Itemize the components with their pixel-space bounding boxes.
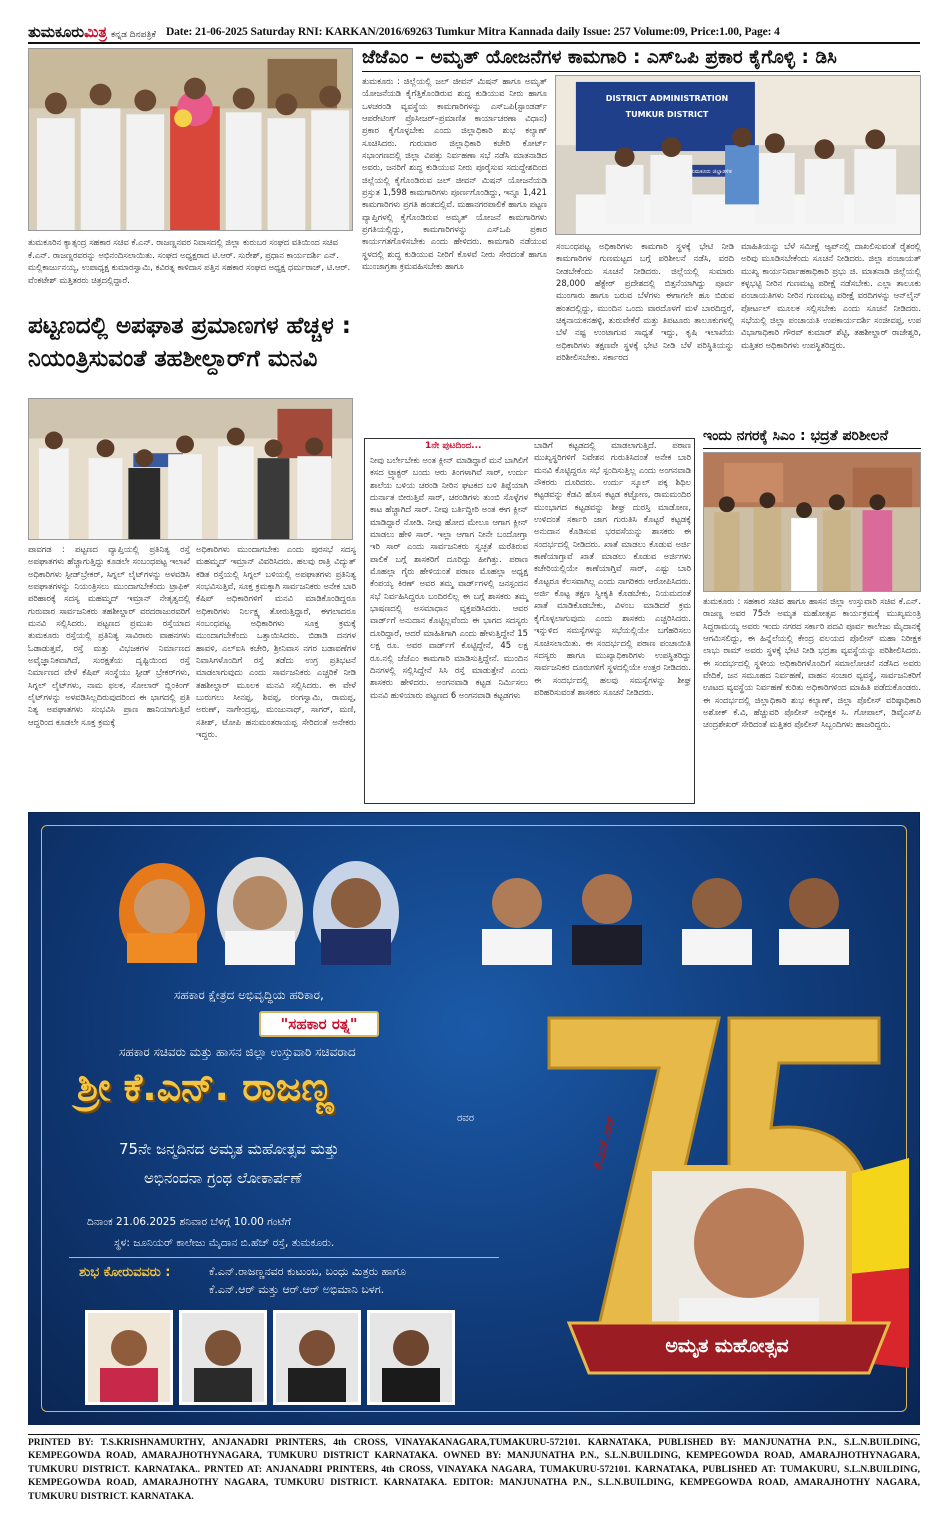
ad-divider	[69, 1257, 499, 1258]
ad-line2: ಸಹಕಾರ ಸಚಿವರು ಮತ್ತು ಹಾಸನ ಜಿಲ್ಲಾ ಉಸ್ತುವಾರಿ ಸಚಿವರಾದ	[119, 1045, 356, 1059]
ad-ribbon-text: ಕೆ.ಎನ್.ಆರ್	[590, 1113, 620, 1172]
portrait-swamiji	[119, 863, 205, 963]
ad-venue-line: ಸ್ಥಳ: ಜೂನಿಯರ್ ಕಾಲೇಜು ಮೈದಾನ ಬಿ.ಹೆಚ್ ರಸ್ತೆ, ತುಮಕೂರು.	[114, 1237, 335, 1249]
photo-memorandum	[28, 398, 353, 540]
dc-story-col1: ತುಮಕೂರು : ಜಿಲ್ಲೆಯಲ್ಲಿ ಜಲ್ ಜೀವನ್ ಮಿಷನ್ ಹಾಗೂ ಅಮೃತ್ ಯೋಜನೆಯಡಿ ಕೈಗೆತ್ತಿಕೊಂಡಿರುವ ಶುದ್ಧ ಕುಡಿಯುವ ನೀರು ಹಾಗೂ ಒಳಚರಂಡಿ ವ್ಯವಸ್ಥೆಯ ಕಾಮಗಾರಿಗಳನ್ನು ಎಸ್‌ಒಪಿ(ಸ್ಟಾಂಡರ್ಡ್ ಆಪರೇಟಿಂಗ್ ಪ್ರೊಸೀಜರ್–ಪ್ರಮಾಣಿತ ಕಾರ್ಯಾಚರಣಾ ವಿಧಾನ) ಪ್ರಕಾರ ಕೈಗೊಳ್ಳಬೇಕು ಎಂದು ಜಿಲ್ಲಾಧಿಕಾರಿ ಶುಭ ಕಲ್ಯಾಣ್ ಸೂಚಿಸಿದರು. ಗುರುವಾರ ಜಿಲ್ಲಾಧಿಕಾರಿ ಕಚೇರಿ ಕೋರ್ಟ್ ಸಭಾಂಗಣದಲ್ಲಿ ಜಿಲ್ಲಾ ವಿಪತ್ತು ನಿರ್ವಹಣಾ ಸಭೆ ನಡೆಸಿ ಮಾತನಾಡಿದ ಅವರು, ಜನರಿಗೆ ಶುದ್ಧ ಕುಡಿಯುವ ನೀರು ಪೂರೈಸುವ ಸದುದ್ದೇಶದಿಂದ ಜಿಲ್ಲೆಯಲ್ಲಿ ಕೈಗೊಂಡಿರುವ ಜಲ್ ಜೀವನ್ ಮಿಷನ್ ಯೋಜನೆಯಡಿ ಪ್ರಸ್ತುತ 1,598 ಕಾಮಗಾರಿಗಳು ಪೂರ್ಣಗೊಂಡಿದ್ದು, ಇನ್ನೂ 1,421 ಕಾಮಗಾರಿಗಳು ಪ್ರಗತಿ ಹಂತದಲ್ಲಿವೆ. ಮಹಾನಗರಪಾಲಿಕೆ ಹಾಗೂ ಪಟ್ಟಣ ವ್ಯಾಪ್ತಿಗಳಲ್ಲಿ ಕೈಗೊಂಡಿರುವ ಅಮೃತ್ ಯೋಜನೆ ಕಾಮಗಾರಿಗಳು ಪ್ರಗತಿಯಲ್ಲಿದ್ದು, ಕಾಮಗಾರಿಗಳನ್ನು ಎಸ್‌ಒಪಿ ಪ್ರಕಾರ ಕಾರ್ಯಗತಗೊಳಿಸಬೇಕು ಎಂದು ಹೇಳಿದರು. ಕಾಮಗಾರಿ ನಡೆಯುವ ಸ್ಥಳದಲ್ಲಿ ಶುದ್ಧ ಕುಡಿಯುವ ನೀರಿಗೆ ಕೊಳವೆ ನೀರು ಸೇರದಂತೆ ಹಾಗೂ ಮುಂಜಾಗ್ರತಾ ಕ್ರಮವಹಿಸಬೇಕು ಹಾಗೂ	[362, 76, 547, 272]
ad-wishers-label: ಶುಭ ಕೋರುವವರು :	[79, 1265, 171, 1280]
ad-line3: 75ನೇ ಜನ್ಮದಿನದ ಅಮೃತ ಮಹೋತ್ಸವ ಮತ್ತು	[119, 1140, 339, 1158]
accident-story-col2: ಅಧಿಕಾರಿಗಳು ಮುಂದಾಗಬೇಕು ಎಂದು ಪುರಸಭೆ ಸದಸ್ಯ ಮಹಮ್ಮದ್ ಇಮ್ರಾನ್ ವಿವರಿಸಿದರು. ಹಲವು ರಾತ್ರಿ ವಿದ್ಯುತ್ ಕಡಿತ ರಸ್ತೆಯಲ್ಲಿ ಸಿಗ್ನಲ್ ಬಳಿಯಲ್ಲಿ ಅಪಘಾತಗಳು ಪ್ರತಿನಿತ್ಯ ಸಂಭವಿಸುತ್ತಿವೆ, ಸೂಕ್ತ ಕ್ರಮಕ್ಕಾಗಿ ಸಾರ್ವಜನಿಕರು ಅನೇಕ ಬಾರಿ ಕೆಷಿಪ್ ಅಧಿಕಾರಿಗಳಿಗೆ ಮನವಿ ಮಾಡಿಕೊಂಡಿದ್ದರೂ ಅಧಿಕಾರಿಗಳು ನಿರ್ಲಕ್ಷ್ಯ ತೋರುತ್ತಿದ್ದಾರೆ, ಈಗಲಾದರೂ ಸಂಬಂಧಪಟ್ಟ ಅಧಿಕಾರಿಗಳು ಸೂಕ್ತ ಕ್ರಮಕ್ಕೆ ಮುಂದಾಗಬೇಕೆಂದು ಒತ್ತಾಯಿಸಿದರು. ಬಿಡಾಡಿ ದನಗಳ ಹಾವಳಿ, ಎಲ್‌ಐಸಿ ಕಚೇರಿ, ಶ್ರೀನಿವಾಸ ನಗರ ಬಡಾವಣೆಗಳ ನಿವಾಸಿಗಳೊಂದಿಗೆ ರಸ್ತೆ ತಡೆದು ಉಗ್ರ ಪ್ರತಿಭಟನೆ ಮಾಡಲಾಗುವುದು ಎಂದು ಸಾರ್ವಜನಿಕರು ಎಚ್ಚರಿಕೆ ನೀಡಿ ತಹಶೀಲ್ದಾರ್ ಮೂಲಕ ಮನವಿ ಸಲ್ಲಿಸಿದರು. ಈ ವೇಳೆ ಬುರುಗಲು ಸೀನಪ್ಪ, ಶಿವಪ್ಪ, ರಂಗಸ್ವಾಮಿ, ರಾಮಪ್ಪ, ಅರುಣ್, ನಾಗೇಂದ್ರಪ್ಪ, ಮಂಜುನಾಥ್, ಸಾಗರ್, ಮಣಿ, ಸತೀಶ್, ಟೋಪಿ ಹನುಮಂತರಾಯಪ್ಪ ಸೇರಿದಂತೆ ಅನೇಕರು ಇದ್ದರು.	[196, 544, 356, 740]
portrait-leader-1	[474, 861, 560, 965]
birthday-advertisement	[28, 812, 920, 1425]
ad-banner-text: ಅಮೃತ ಮಹೋತ್ಸವ	[665, 1335, 789, 1357]
logo-accent: ಮಿತ್ರ	[84, 23, 107, 41]
masthead	[28, 22, 920, 44]
accident-story-col1: ಪಾವಗಡ : ಪಟ್ಟಣದ ವ್ಯಾಪ್ತಿಯಲ್ಲಿ ಪ್ರತಿನಿತ್ಯ ರಸ್ತೆ ಅಪಘಾತಗಳು ಹೆಚ್ಚಾಗುತ್ತಿದ್ದು ಕೂಡಲೇ ಸಂಬಂಧಪಟ್ಟ ಇಲಾಖೆ ಅಧಿಕಾರಿಗಳು ಸ್ಪೀಡ್‌ಬ್ರೇಕರ್, ಸಿಗ್ನಲ್ ಲೈಟ್‌ಗಳನ್ನು ಅಳವಡಿಸಿ ಅಪಘಾತಗಳನ್ನು ನಿಯಂತ್ರಿಸಲು ಮುಂದಾಗಬೇಕೆಂದು ಟ್ರಾಫಿಕ್ ಪರಿಹಾರಕ್ಕೆ ಸದಸ್ಯ ಮಹಮ್ಮದ್ ಇಮ್ರಾನ್ ನೇತೃತ್ವದಲ್ಲಿ ಗುರುವಾರ ಸಾರ್ವಜನಿಕರು ತಹಶೀಲ್ದಾರ್ ವರದರಾಜುರವರಿಗೆ ಮನವಿ ಸಲ್ಲಿಸಿದರು. ಪಟ್ಟಣದ ಪ್ರಮುಖ ರಸ್ತೆಯಾದ ತುಮಕೂರು ರಸ್ತೆಯಲ್ಲಿ ಪ್ರತಿನಿತ್ಯ ಸಾವಿರಾರು ವಾಹನಗಳು ಓಡಾಡುತ್ತವೆ, ರಸ್ತೆ ಮತ್ತು ವಿಭಜಕಗಳ ನಿರ್ಮಾಣದ ಅವೈಜ್ಞಾನಿಕವಾಗಿದೆ, ಸುರಕ್ಷತೆಯ ದೃಷ್ಟಿಯಿಂದ ರಸ್ತೆ ನಿರ್ಮಾಣದ ವೇಳೆ ಕೆಷಿಪ್ ಸಂಸ್ಥೆಯು ಸ್ಪೀಡ್ ಬ್ರೇಕರ್‌ಗಳು, ಸಿಗ್ನಲ್ ಲೈಟ್‌ಗಳು, ನಾಮ ಫಲಕ, ಸೋಲಾರ್ ಬ್ಲಿಂಕಿಂಗ್ ಲೈಟ್‌ಗಳನ್ನು ಅಳವಡಿಸಿಲ್ಲದಿರುವುದರಿಂದ ಈ ಭಾಗದಲ್ಲಿ ಪ್ರತಿ ನಿತ್ಯ ಅಪಘಾತಗಳು ಸಂಭವಿಸಿ ಪ್ರಾಣ ಹಾನಿಯಾಗುತ್ತಿವೆ ಆದ್ದರಿಂದ ಕೂಡಲೇ ಸೂಕ್ತ ಕ್ರಮಕ್ಕೆ	[28, 544, 190, 727]
photo-dc-sign-line1: DISTRICT ADMINISTRATION	[605, 94, 729, 103]
portrait-leader-3	[674, 861, 760, 965]
photo-felicitation-image	[29, 49, 352, 230]
photo-memorandum-image	[29, 399, 352, 539]
continued-box-col1: ನೀವು ಬರ್ಲೇಬೇಕು ಅಂತ ಕ್ಲೀನ್ ಮಾಡಿದ್ದಾರೆ ಮನೆ ಬಾಗಿಲಿಗೆ ಕಸದ ಟ್ರ್ಯಾಕ್ಟರ್ ಬಂದು ಆರು ತಿಂಗಳಾಗಿವೆ ಸಾರ್, ಉರ್ದು ಶಾಲೆಯ ಬಳಿಯ ಚರಂಡಿ ನೀರಿನ ಘಟಕದ ಬಳಿ ತಿಪ್ಪೆಯಾಗಿ ದುರ್ನಾತ ಬೀರುತ್ತಿವೆ ಸಾರ್, ಚರಂಡಿಗಳು ತುಂಬಿ ಸೊಳ್ಳೆಗಳ ಕಾಟ ಹೆಚ್ಚಾಗಿದೆ ಸಾರ್. ನೀವು ಬರ್ತಿದ್ದೀರಿ ಅಂತ ಈಗ ಕ್ಲೀನ್ ಮಾಡಿದ್ದಾರೆ ನೋಡಿ. ನೀವು ಹೋದ ಮೇಲೂ ಆಗಾಗ ಕ್ಲೀನ್ ಮಾಡಲು ಹೇಳಿ ಸಾರ್. ಇಲ್ಲಾ ಆಗಾಗ ನೀನೇ ಬಂದೋಗ್ತಾ ಇರಿ ಸಾರ್ ಎಂದು ಸಾರ್ವಜನಿಕರು ಸ್ವಚ್ಛತೆ ಮರೆತಿರುವ ಪಾಲಿಕೆ ಬಗ್ಗೆ ಶಾಸಕರಿಗೆ ದೂರಿದ್ದು ಹೀಗಿತ್ತು. ಪಠಾಣ ಮೊಹಲ್ಲಾ ಗೈರು ಹೇಳಿಯಂತೆ ಪಠಾಣ ಮೊಹಲ್ಲಾ ಅಧ್ಯಕ್ಷ ಕೆಂಪಯ್ಯ ಕಿರಣ್ ಅವರ ತಮ್ಮ ವಾರ್ಡ್‌ಗಳಲ್ಲಿ ಜನಸ್ಪಂದನ ಸಭೆ ನಿರ್ವಹಿಸಿದ್ದರೂ ಬಂದಿರಲಿಲ್ಲ ಈ ಬಗ್ಗೆ ಶಾಸಕರು ತಮ್ಮ ಭಾಷಣದಲ್ಲಿ ಅಸಮಾಧಾನ ವ್ಯಕ್ತಪಡಿಸಿದರು. ಆವರ ವಾರ್ಡ್‌ಗೆ ಅನುದಾನ ಕೊಟ್ಟಿಲ್ಲವೆಂದು ಈ ಭಾಗದ ಸದಸ್ಯರು ದೂರಿದ್ದಾರೆ, ಆದರೆ ಮಾಹಿತಿಗಾಗಿ ಎಂದು ಹೇಳುತ್ತಿದ್ದೇನೆ 15 ಲಕ್ಷ ರೂ. ಅವರ ವಾರ್ಡ್‌ಗೆ ಕೊಟ್ಟಿದ್ದೇನೆ, 45 ಲಕ್ಷ ರೂ.ನಲ್ಲಿ ಜೆಜೆಎಂ ಕಾಮಗಾರಿ ಮಾಡಿಸುತ್ತಿದ್ದೇನೆ. ಮುಂದಿನ ದಿನಗಳಲ್ಲಿ ಸಲ್ಲಿಸಿದ್ದೇನೆ ಸಿಸಿ ರಸ್ತೆ ಮಾಡುತ್ತೇನೆ ಎಂದು ಶಾಸಕರು ಹೇಳಿದರು. ಅಂಗನವಾಡಿ ಕಟ್ಟಡ ನಿರ್ಮಿಸಲು ಮನವಿ ಹುಳಿಯಾರು ಪಟ್ಟಣದ 6 ಅಂಗನವಾಡಿ ಕಟ್ಟಡಗಳು	[370, 455, 528, 700]
photo-felicitation-caption: ತುಮಕೂರಿನ ಕ್ಯಾತ್ಸಂದ್ರ ಸಹಕಾರ ಸಚಿವ ಕೆ.ಎನ್. ರಾಜಣ್ಣನವರ ನಿವಾಸದಲ್ಲಿ ಜಿಲ್ಲಾ ಕುರುಬರ ಸಂಘದ ವತಿಯಿಂದ ಸಚಿವ ಕೆ.ಎನ್. ರಾಜಣ್ಣರವರನ್ನು ಅಭಿನಂದಿಸಲಾಯಿತು. ಸಂಘದ ಅಧ್ಯಕ್ಷರಾದ ಟಿ.ಆರ್. ಸುರೇಶ್, ಪ್ರಧಾನ ಕಾರ್ಯದರ್ಶಿ ಎನ್. ಮಲ್ಲಿಕಾರ್ಜುನಯ್ಯ, ಉಪಾಧ್ಯಕ್ಷ ಕುಮಾರಸ್ವಾಮಿ, ಕವಿರತ್ನ ಕಾಳಿದಾಸ ಪತ್ತಿನ ಸಹಕಾರ ಸಂಘದ ಅಧ್ಯಕ್ಷ ಧರ್ಮರಾಜ್, ಟಿ.ಆರ್. ವೆಂಕಟೇಶ್ ಮತ್ತಿತರರು ಚಿತ್ರದಲ್ಲಿದ್ದಾರೆ.	[28, 237, 351, 285]
dateline: Date: 21-06-2025 Saturday RNI: KARKAN/2016/69263 Tumkur Mitra Kannada daily Issue: 257 Volume:09, Price:1.00, Page: 4	[165, 26, 780, 38]
ad-honoree-name: ಶ್ರೀ ಕೆ.ಎನ್. ರಾಜಣ್ಣ	[77, 1065, 334, 1109]
ad-line1: ಸಹಕಾರ ಕ್ಷೇತ್ರದ ಅಭಿವೃದ್ಧಿಯ ಹರಿಕಾರ,	[174, 988, 324, 1002]
photo-cm-security-review-image	[704, 453, 920, 591]
photo-cm-security-review	[703, 452, 921, 592]
ad-honoree-suffix: ರವರ	[457, 1113, 474, 1124]
photo-dc-meeting	[555, 75, 921, 235]
wisher-photo-2	[179, 1310, 267, 1405]
dc-story-col3: ಮಾಹಿತಿಯನ್ನು ಬೆಳೆ ಸಮೀಕ್ಷೆ ಆ್ಯಪ್‌ನಲ್ಲಿ ದಾಖಲಿಸುವಂತೆ ರೈತರಲ್ಲಿ ಅರಿವು ಮೂಡಿಸಬೇಕೆಂದು ಸೂಚನೆ ನೀಡಿದರು. ಜಿಲ್ಲಾ ಪಂಚಾಯತ್ ಮುಖ್ಯ ಕಾರ್ಯನಿರ್ವಾಹಕಾಧಿಕಾರಿ ಪ್ರಭು ಜಿ. ಮಾತನಾಡಿ ಜಿಲ್ಲೆಯಲ್ಲಿ ಕಳ್ಳಭಟ್ಟಿ ನೀರಿನ ಗುಣಮಟ್ಟ ಪರೀಕ್ಷೆ ನಡೆಸಬೇಕು. ಎಲ್ಲಾ ತಾಲೂಕು ಪಂಚಾಯತಿಗಳು ನೀರಿನ ಗುಣಮಟ್ಟ ಪರೀಕ್ಷೆ ವರದಿಗಳನ್ನು ಆನ್‌ಲೈನ್ ಪೋರ್ಟಲ್ ಮೂಲಕ ಸಲ್ಲಿಸಬೇಕು ಎಂದು ಸೂಚನೆ ನೀಡಿದರು. ಸಭೆಯಲ್ಲಿ ಜಿಲ್ಲಾ ಪಂಚಾಯತಿ ಉಪಕಾರ್ಯದರ್ಶಿ ಸಂಜೀವಪ್ಪ, ಉಪ ವಿಭಾಗಾಧಿಕಾರಿ ಗೌರವ್ ಕುಮಾರ್ ಶೆಟ್ಟಿ, ತಹಶೀಲ್ದಾರ್ ರಾಜೇಶ್ವರಿ, ಮತ್ತಿತರ ಅಧಿಕಾರಿಗಳು ಉಪಸ್ಥಿತರಿದ್ದರು.	[741, 241, 921, 350]
cm-story-body: ತುಮಕೂರು : ಸಹಕಾರ ಸಚಿವ ಹಾಗೂ ಹಾಸನ ಜಿಲ್ಲಾ ಉಸ್ತುವಾರಿ ಸಚಿವ ಕೆ.ಎನ್. ರಾಜಣ್ಣ ಅವರ 75ನೇ ಅಮೃತ ಮಹೋತ್ಸವ ಕಾರ್ಯಕ್ರಮಕ್ಕೆ ಮುಖ್ಯಮಂತ್ರಿ ಸಿದ್ದರಾಮಯ್ಯ ಅವರು ಇಂದು ನಗರದ ಸರ್ಕಾರಿ ಪದವಿ ಪೂರ್ವ ಕಾಲೇಜು ಮೈದಾನಕ್ಕೆ ಆಗಮಿಸಲಿದ್ದು, ಈ ಹಿನ್ನೆಲೆಯಲ್ಲಿ ಕೇಂದ್ರ ವಲಯದ ಪೊಲೀಸ್ ಮಹಾ ನಿರೀಕ್ಷಕ ಲಾಭು ರಾಮ್ ಅವರು ಸ್ಥಳಕ್ಕೆ ಭೇಟಿ ನೀಡಿ ಭದ್ರತಾ ವ್ಯವಸ್ಥೆಯನ್ನು ಪರಿಶೀಲಿಸಿದರು. ಈ ಸಂದರ್ಭದಲ್ಲಿ ಸ್ಥಳೀಯ ಅಧಿಕಾರಿಗಳೊಂದಿಗೆ ಸಮಾಲೋಚನೆ ನಡೆಸಿದ ಅವರು ವೇದಿಕೆ, ಜನ ಸಮೂಹದ ನಿರ್ವಹಣೆ, ವಾಹನ ಸಂಚಾರ ವ್ಯವಸ್ಥೆ, ಸಾರ್ವಜನಿಕರಿಗೆ ಊಟದ ವ್ಯವಸ್ಥೆಯ ನಿರ್ವಹಣೆ ಕುರಿತು ಅಧಿಕಾರಿಗಳಿಂದ ಮಾಹಿತಿ ಪಡೆದುಕೊಂಡರು. ಈ ಸಂದರ್ಭದಲ್ಲಿ ಜಿಲ್ಲಾಧಿಕಾರಿ ಶುಭ ಕಲ್ಯಾಣ್, ಜಿಲ್ಲಾ ಪೊಲೀಸ್ ವರಿಷ್ಠಾಧಿಕಾರಿ ಅಶೋಕ್ ಕೆ.ವಿ, ಹೆಚ್ಚುವರಿ ಪೊಲೀಸ್ ಅಧೀಕ್ಷಕ ಸಿ. ಗೋಪಾಲ್, ಡಿವೈಎಸ್‌ಪಿ ಚಂದ್ರಶೇಖರ್ ಸೇರಿದಂತೆ ಮತ್ತಿತರ ಪೊಲೀಸ್ ಸಿಬ್ಬಂದಿಗಳು ಹಾಜರಿದ್ದರು.	[703, 596, 921, 730]
portrait-gandhi	[217, 857, 303, 965]
photo-dc-nameplate: ತುಮಕೂರು ಜಿಲ್ಲಾಡಳಿತ	[690, 169, 732, 175]
newspaper-logo	[28, 23, 156, 41]
ad-wishers-line2: ಕೆ.ಎನ್.ಆರ್ ಮತ್ತು ಆರ್.ಆರ್ ಅಭಿಮಾನಿ ಬಳಗ.	[209, 1283, 385, 1296]
continued-from-page1-box	[364, 438, 695, 804]
dc-headline-rule	[362, 71, 920, 72]
continued-box-header: 1ನೇ ಪುಟದಿಂದ...	[425, 441, 482, 451]
ad-title-badge: "ಸಹಕಾರ ರತ್ನ"	[259, 1011, 379, 1037]
ad-wishers-line1: ಕೆ.ಎನ್.ರಾಜಣ್ಣನವರ ಕುಟುಂಬ, ಬಂಧು ಮಿತ್ರರು ಹಾಗೂ	[209, 1265, 407, 1278]
cm-story-headline: ಇಂದು ನಗರಕ್ಕೆ ಸಿಎಂ : ಭದ್ರತೆ ಪರಿಶೀಲನೆ	[703, 428, 889, 444]
portrait-leader-4	[771, 861, 857, 965]
wisher-photo-4	[367, 1310, 455, 1405]
wisher-photo-1	[85, 1310, 173, 1405]
ad-line4: ಅಭಿನಂದನಾ ಗ್ರಂಥ ಲೋಕಾರ್ಪಣೆ	[144, 1169, 302, 1187]
portrait-leader-2	[564, 857, 650, 965]
cm-headline-rule	[703, 448, 921, 449]
ad-date-line: ದಿನಾಂಕ 21.06.2025 ಶನಿವಾರ ಬೆಳಿಗ್ಗೆ 10.00 ಗಂಟೆಗೆ	[87, 1216, 291, 1228]
accident-story-headline-line2: ನಿಯಂತ್ರಿಸುವಂತೆ ತಹಶೀಲ್ದಾರ್‌ಗೆ ಮನವಿ	[28, 346, 318, 372]
print-line-footer: PRINTED BY: T.S.KRISHNAMURTHY, ANJANADRI PRINTERS, 4th CROSS, VINAYAKANAGARA,TUMAKURU-572101. KARNATAKA, PUBLISHED BY: MANJUNATHA P.N., S.L.N.BUILDING, KEMPEGOWDA ROAD, AMARAJHOTHYNAGARA, TUMKURU DISTRICT KARNATAKA. OWNED BY: MANJUNATHA P.N., S.L.N.BUILDING, KEMPEGOWDA ROAD, AMARAJHOTHYNAGARA, TUMKURU DISTRICT. KARNATAKA.. PRNTED AT: ANJANADRI PRINTERS, 4th CROSS, VINAYAKA NAGARA, TUMAKURU-572101. KARNATAKA, PUBLISHED AT: TUMAKURU, S.L.N.BUILDING, KEMPEGOWDA ROAD, AMARAJHOTHY NAGARA, TUMKURU DISTRICT. KARNATAKA. EDITOR: MANJUNATHA P.N., S.L.N.BUILDING, KEMPEGOWDA ROAD, AMARAJHOTHY NAGARA, TUMKURU DISTRICT. KARNATAKA.	[28, 1434, 920, 1504]
portrait-ambedkar	[313, 861, 399, 965]
dc-story-col2: ಸಂಬಂಧಪಟ್ಟ ಅಧಿಕಾರಿಗಳು ಕಾಮಗಾರಿ ಸ್ಥಳಕ್ಕೆ ಭೇಟಿ ನೀಡಿ ಕಾಮಗಾರಿಗಳ ಗುಣಮಟ್ಟದ ಬಗ್ಗೆ ಪರಿಶೀಲನೆ ನಡೆಸಿ, ವರದಿ ನೀಡಬೇಕೆಂದು ಸೂಚನೆ ನೀಡಿದರು. ಜಿಲ್ಲೆಯಲ್ಲಿ ಸುಮಾರು 28,000 ಹೆಕ್ಟೇರ್ ಪ್ರದೇಶದಲ್ಲಿ ಬಿತ್ತನೆಯಾಗಿದ್ದು ಪೂರ್ವ ಮುಂಗಾರು ಹಾಗೂ ಬರುವ ಬೆಳೆಗಳು ಈಗಾಗಲೇ ಹೂ ಬಿಡುವ ಹಂತದಲ್ಲಿದ್ದು, ಮುಂದಿನ ಒಂದು ವಾರದೊಳಗೆ ಮಳೆ ಬಾರದಿದ್ದರೆ, ಚಿಕ್ಕನಾಯಕನಹಳ್ಳಿ, ತುರುವೇಕೆರೆ ಮತ್ತು ತಿಪಟೂರು ತಾಲೂಕುಗಳಲ್ಲಿ ಬೆಳೆ ನಷ್ಟ ಉಂಟಾಗುವ ಸಾಧ್ಯತೆ ಇದ್ದು, ಕೃಷಿ ಇಲಾಖೆಯ ಅಧಿಕಾರಿಗಳು ತಕ್ಷಣವೇ ಸ್ಥಳಕ್ಕೆ ಭೇಟಿ ನೀಡಿ ಬೆಳೆ ಪರಿಸ್ಥಿತಿಯನ್ನು ಪರಿಶೀಲಿಸಬೇಕು. ಸರ್ಕಾರದ	[556, 241, 734, 363]
dc-story-headline: ಜೆಜೆಎಂ – ಅಮೃತ್ ಯೋಜನೆಗಳ ಕಾಮಗಾರಿ : ಎಸ್‌ಒಪಿ ಪ್ರಕಾರ ಕೈಗೊಳ್ಳಿ : ಡಿಸಿ	[362, 47, 837, 68]
photo-felicitation	[28, 48, 353, 231]
photo-dc-sign-line2: TUMKUR DISTRICT	[625, 110, 709, 119]
continued-box-col2: ಬಾಡಿಗೆ ಕಟ್ಟಡದಲ್ಲಿ ಮಾಡಲಾಗುತ್ತಿದೆ. ಪಠಾಣ ಮುಖ್ಯಸ್ಥರಿಗಳಿಗೆ ನಿವೇಶನ ಗುರುತಿಸಿದಂತೆ ಅನೇಕ ಬಾರಿ ಮನವಿ ಕೊಟ್ಟಿದ್ದರೂ ಸಭೆ ಸ್ಪಂದಿಸುತ್ತಿಲ್ಲ ಎಂದು ಅಂಗನವಾಡಿ ನೌಕರರು ದೂರಿದರು. ಉರ್ದು ಸ್ಕೂಲ್ ಪಕ್ಕ ಶಿಥಿಲ ಕಟ್ಟಡವನ್ನು ಕೆಡವಿ ಹೊಸ ಕಟ್ಟಡ ಕಟ್ಟೋಣ, ರಾಮಮಂದಿರ ಮುಂಭಾಗದ ಕಟ್ಟಡವನ್ನು ಶೀಘ್ರ ದುರಸ್ತಿ ಮಾಡೋಣ, ಉಳಿದಂತೆ ಸರ್ಕಾರಿ ಜಾಗ ಗುರುತಿಸಿ ಕೊಟ್ಟರೆ ಕಟ್ಟಡಕ್ಕೆ ಅನುದಾನ ಕೊಡಿಸುವ ಭರವಸೆಯನ್ನು ಶಾಸಕರು ಈ ಸಂದರ್ಭದಲ್ಲಿ ನೀಡಿದರು. ಖಾತೆ ಮಾಡಲು ಕೊಡುವ ಅರ್ಜಿ ಕಾಣೆಯಾಗ್ತಾವೆ ಖಾತೆ ಮಾಡಲು ಕೊಡುವ ಅರ್ಜಿಗಳು ಕಚೇರಿಯಲ್ಲಿಯೇ ಕಾಣೆಯಾಗ್ತಿವೆ ಸಾರ್, ಎಷ್ಟು ಬಾರಿ ಕೊಟ್ಟರೂ ಕೆಲಸವಾಗಿಲ್ಲ ಎಂದು ನಾಗರಿಕರು ಆರೋಪಿಸಿದರು. ಅರ್ಜಿ ಕೊಟ್ಟ ತಕ್ಷಣ ಸ್ವೀಕೃತಿ ಕೊಡಬೇಕು, ನಿಯಮದಂತೆ ಖಾತೆ ಮಾಡಿಕೊಡಬೇಕು, ವಿಳಂಬ ಮಾಡಿದರೆ ಕ್ರಮ ಕೈಗೊಳ್ಳಲಾಗುವುದು ಎಂದು ಶಾಸಕರು ಎಚ್ಚರಿಸಿದರು. ಇನ್ನುಳಿದ ಸಮಸ್ಯೆಗಳನ್ನು ಸಭೆಯಲ್ಲಿಯೇ ಬಗೆಹರಿಸಲು ಸೂಚಿಸಲಾಯಿತು. ಈ ಸಂದರ್ಭದಲ್ಲಿ ಪಠಾಣ ಪಂಚಾಯಿತಿ ಸದಸ್ಯರು ಹಾಗೂ ಮುಖ್ಯಾಧಿಕಾರಿಗಳು ಉಪಸ್ಥಿತರಿದ್ದು ಸಾರ್ವಜನಿಕರ ದೂರುಗಳಿಗೆ ಸ್ಥಳದಲ್ಲಿಯೇ ಉತ್ತರ ನೀಡಿದರು. ಈ ಸಂದರ್ಭದಲ್ಲಿ ಹಲವು ಸಮಸ್ಯೆಗಳನ್ನು ಶೀಘ್ರ ಪರಿಹರಿಸುವಂತೆ ಶಾಸಕರು ಸೂಚನೆ ನೀಡಿದರು.	[534, 440, 691, 697]
wisher-photo-3	[273, 1310, 361, 1405]
accident-story-headline-line1: ಪಟ್ಟಣದಲ್ಲಿ ಅಪಘಾತ ಪ್ರಮಾಣಗಳ ಹೆಚ್ಚಳ :	[28, 313, 352, 339]
logo-main: ತುಮಕೂರು	[28, 23, 85, 41]
logo-sub: ಕನ್ನಡ ದಿನಪತ್ರಿಕೆ	[110, 30, 156, 40]
